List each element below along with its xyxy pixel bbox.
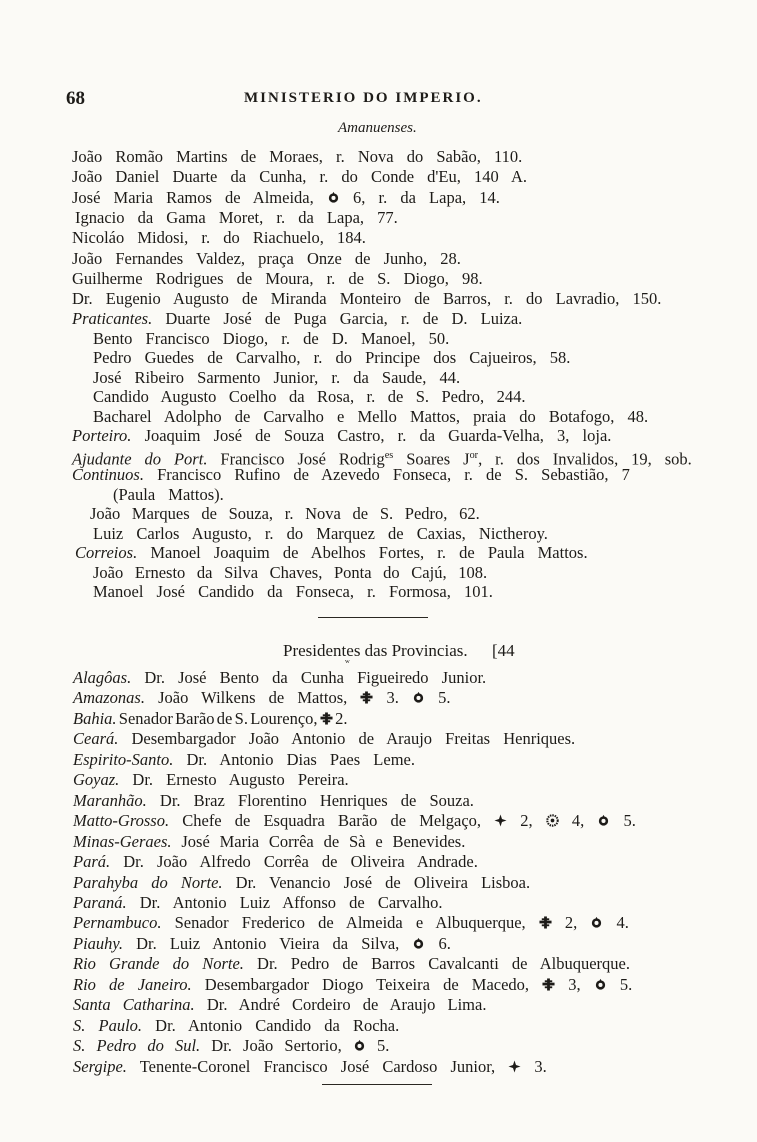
province-name: Amazonas.: [73, 688, 145, 708]
praticante-entry: [93, 387, 525, 407]
presidentes-heading: Presidentes das Provincias.: [283, 641, 468, 660]
province-name: Ceará.: [73, 729, 119, 749]
presidente-entry: [73, 1016, 399, 1036]
order-degree: 3.: [373, 688, 399, 708]
province-name: Espirito-Santo.: [73, 749, 174, 769]
entry-text: Pedro Guedes de Carvalho, r. do Principe dos Cajueiros, 58.: [93, 348, 571, 367]
porteiro-entry: [72, 426, 611, 446]
amanuense-entry: [72, 228, 366, 248]
president-name: Dr. Pedro de Barros Cavalcanti de Albuquerque.: [243, 954, 630, 974]
president-name: Desembargador João Antonio de Araujo Freitas Henriques.: [118, 729, 576, 749]
entry-text: José Maria Ramos de Almeida,: [72, 187, 327, 207]
entry-text: , r. dos Invalidos, 19, sob.: [478, 449, 692, 468]
presidente-entry: [73, 873, 530, 893]
president-name: Dr. Antonio Luiz Affonso de Carvalho.: [126, 892, 443, 912]
province-name: Paraná.: [73, 892, 127, 912]
province-name: Parahyba do Norte.: [73, 872, 223, 892]
president-name: Tenente-Coronel Francisco José Cardoso Junior,: [126, 1056, 496, 1076]
running-title: MINISTERIO DO IMPERIO.: [244, 90, 483, 106]
cross-order-icon: [360, 691, 373, 704]
category-label: Continuos.: [72, 465, 144, 484]
rose-order-icon: [594, 978, 607, 991]
section-divider: [318, 617, 428, 618]
order-degree: 2.: [332, 708, 348, 728]
president-name: Dr. Antonio Dias Paes Leme.: [173, 749, 415, 769]
entry-text: Francisco José Rodrig: [207, 449, 385, 468]
president-name: Senador Frederico de Almeida e Albuquerque,: [161, 913, 526, 933]
order-degree: 5.: [610, 811, 636, 831]
praticante-entry: [93, 329, 449, 349]
order-degree: 4.: [603, 913, 629, 933]
president-name: Dr. Ernesto Augusto Pereira.: [119, 770, 349, 790]
presidentes-count: [44: [492, 641, 515, 660]
president-name: Dr. João Sertorio,: [200, 1036, 342, 1056]
star-order-icon: [494, 814, 507, 827]
presidente-entry: [73, 893, 442, 913]
entry-text: Bacharel Adolpho de Carvalho e Mello Mattos, praia do Botafogo, 48.: [93, 406, 649, 426]
president-name: Dr. André Cordeiro de Araujo Lima.: [194, 995, 487, 1015]
rose-order-icon: [353, 1039, 366, 1052]
entry-text: (Paula Mattos).: [113, 484, 224, 504]
presidente-entry: [73, 688, 451, 708]
province-name: Pernambuco.: [73, 913, 162, 933]
presidente-entry: [73, 832, 465, 852]
rose-order-icon: [590, 916, 603, 929]
province-name: Bahia.: [73, 708, 117, 728]
entry-text: Joaquim José de Souza Castro, r. da Guarda-Velha, 3, loja.: [131, 426, 612, 445]
entry-text: João Fernandes Valdez, praça Onze de Junho, 28.: [72, 248, 461, 268]
presidente-entry: [73, 729, 575, 749]
amanuense-entry: [72, 188, 500, 208]
entry-text: Francisco Rufino de Azevedo Fonseca, r. de S. Sebastião, 7: [143, 465, 630, 484]
correio-entry: [93, 563, 487, 583]
amanuense-entry: [72, 269, 483, 289]
entry-text: Guilherme Rodrigues de Moura, r. de S. Diogo, 98.: [72, 268, 483, 288]
president-name: João Wilkens de Mattos,: [144, 688, 348, 708]
president-name: Dr. Antonio Candido da Rocha.: [142, 1015, 400, 1035]
presidente-entry: [73, 852, 478, 872]
presidente-entry: [73, 709, 347, 729]
rose-order-icon: [327, 191, 340, 204]
province-name: Alagôas.: [73, 668, 132, 687]
presidente-entry: [73, 1057, 547, 1077]
continuo-entry: [93, 524, 548, 544]
president-name: Dr. Venancio José de Oliveira Lisboa.: [222, 872, 531, 892]
entry-text: 6, r. da Lapa, 14.: [339, 187, 500, 207]
presidente-entry: [73, 791, 474, 811]
presidente-entry: [73, 668, 486, 688]
entry-text: João Ernesto da Silva Chaves, Ponta do Cajú, 108.: [93, 562, 488, 582]
order-degree: 2,: [551, 913, 578, 933]
entry-text: Ignacio da Gama Moret, r. da Lapa, 77.: [75, 207, 398, 227]
rose-order-icon: [412, 937, 425, 950]
order-degree: 6.: [425, 933, 451, 953]
entry-text: Luiz Carlos Augusto, r. do Marquez de Caxias, Nictheroy.: [93, 523, 548, 543]
praticante-entry: [93, 348, 570, 368]
presidente-entry: [73, 934, 451, 954]
president-name: Chefe de Esquadra Barão de Melgaço,: [169, 811, 482, 831]
province-name: Minas-Geraes.: [73, 831, 172, 851]
president-name: Dr. João Alfredo Corrêa de Oliveira Andrade.: [110, 852, 478, 872]
order-degree: 3.: [521, 1056, 547, 1076]
president-name: Dr. Luiz Antonio Vieira da Silva,: [122, 933, 400, 953]
president-name: José Maria Corrêa de Sà e Benevides.: [171, 831, 466, 851]
province-name: Rio Grande do Norte.: [73, 954, 244, 974]
entry-text: Duarte José de Puga Garcia, r. de D. Luiza.: [152, 309, 523, 328]
amanuense-entry: [72, 249, 461, 269]
presidente-entry: [73, 770, 349, 790]
category-label: Porteiro.: [72, 426, 132, 445]
presidente-entry: [73, 975, 632, 995]
abbreviation-superscript: es: [384, 449, 394, 461]
entry-text: Dr. Eugenio Augusto de Miranda Monteiro de Barros, r. do Lavradio, 150.: [72, 289, 662, 309]
presidente-entry: [73, 750, 415, 770]
praticante-entry: [93, 407, 648, 427]
province-name: Goyaz.: [73, 770, 120, 790]
presidente-entry: [73, 1036, 389, 1056]
cross-order-icon: [320, 712, 333, 725]
continuo-entry: [72, 465, 630, 485]
province-name: S. Pedro do Sul.: [73, 1036, 201, 1056]
amanuense-entry: [72, 167, 527, 187]
cross-order-icon: [542, 978, 555, 991]
order-degree: 3,: [555, 974, 581, 994]
amanuense-entry: [72, 289, 661, 309]
category-label: Ajudante do Port.: [72, 449, 208, 468]
amanuense-entry: [75, 208, 398, 228]
entry-text: João Daniel Duarte da Cunha, r. do Conde d'Eu, 140 A.: [72, 167, 527, 187]
province-name: Sergipe.: [73, 1056, 127, 1076]
amanuense-entry: [72, 147, 522, 167]
praticante-entry: [93, 368, 460, 388]
entry-text: Soares J: [393, 449, 470, 468]
entry-text: Manoel José Candido da Fonseca, r. Formosa, 101.: [93, 582, 493, 601]
entry-text: João Marques de Souza, r. Nova de S. Pedro, 62.: [90, 504, 480, 523]
entry-text: Manoel Joaquim de Abelhos Fortes, r. de Paula Mattos.: [137, 543, 588, 562]
entry-text: José Ribeiro Sarmento Junior, r. da Saude, 44.: [93, 367, 461, 387]
entry-text: Bento Francisco Diogo, r. de D. Manoel, 50.: [93, 328, 450, 348]
amanuenses-heading: Amanuenses.: [338, 120, 417, 136]
entry-text: Candido Augusto Coelho da Rosa, r. de S. Pedro, 244.: [93, 387, 526, 406]
presidente-entry: [73, 811, 636, 831]
order-degree: 5.: [365, 1036, 390, 1056]
order-degree: 5.: [606, 974, 633, 994]
category-label: Correios.: [75, 543, 138, 562]
praticante-entry: [72, 309, 522, 329]
end-divider: [322, 1084, 432, 1085]
abbreviation-superscript: or: [469, 449, 479, 461]
cross-order-icon: [539, 916, 552, 929]
star-order-icon: [508, 1060, 521, 1073]
order-degree: 2,: [507, 811, 533, 831]
correio-entry: [75, 543, 588, 563]
rose-order-icon: [412, 691, 425, 704]
continuo-entry: [90, 504, 480, 524]
wreath-order-icon: [546, 814, 559, 827]
province-name: Piauhy.: [73, 933, 123, 953]
president-name: Dr. Braz Florentino Henriques de Souza.: [146, 790, 474, 810]
printer-mark-icon: ʷ: [345, 657, 350, 669]
province-name: Rio de Janeiro.: [73, 974, 192, 994]
province-name: S. Paulo.: [73, 1015, 143, 1035]
entry-text: Nicoláo Midosi, r. do Riachuelo, 184.: [72, 228, 366, 248]
order-degree: 5.: [425, 688, 451, 708]
continuo-entry: [113, 485, 224, 505]
president-name: Senador Barão de S. Lourenço,: [116, 708, 318, 728]
province-name: Pará.: [73, 852, 111, 872]
president-name: Dr. José Bento da Cunha Figueiredo Junior.: [131, 668, 487, 687]
province-name: Maranhão.: [73, 790, 147, 810]
presidente-entry: [73, 995, 486, 1015]
page-number: 68: [66, 88, 85, 109]
presidente-entry: [73, 954, 630, 974]
presidente-entry: [73, 913, 629, 933]
category-label: Praticantes.: [72, 309, 153, 328]
province-name: Santa Catharina.: [73, 995, 195, 1015]
correio-entry: [93, 582, 493, 602]
order-degree: 4,: [558, 811, 585, 831]
rose-order-icon: [597, 814, 610, 827]
province-name: Matto-Grosso.: [73, 811, 170, 831]
president-name: Desembargador Diogo Teixeira de Macedo,: [191, 974, 530, 994]
entry-text: João Romão Martins de Moraes, r. Nova do Sabão, 110.: [72, 147, 523, 166]
